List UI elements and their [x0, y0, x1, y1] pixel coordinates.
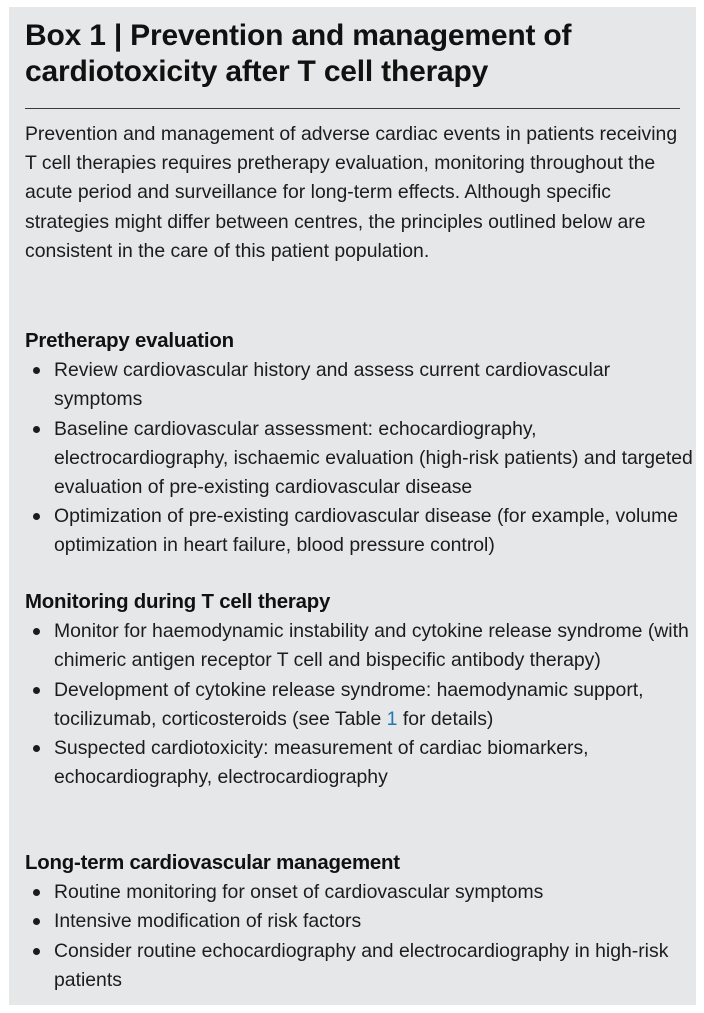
section-heading: Long-term cardiovascular management: [25, 852, 400, 874]
list-item-text: Review cardiovascular history and assess current cardiovascular symptoms: [54, 359, 611, 411]
list-item-text: Consider routine echocardiography and electrocardiography in high-risk patients: [54, 939, 669, 991]
table-reference-link[interactable]: 1: [386, 707, 398, 730]
bullet-list: [25, 356, 693, 560]
bullet-icon: [33, 628, 40, 635]
list-item: [25, 907, 693, 936]
bullet-icon: [33, 426, 40, 433]
list-item-text: for details): [397, 707, 494, 730]
list-item: [25, 676, 693, 734]
list-item: [25, 734, 693, 792]
section-heading: Monitoring during T cell therapy: [25, 591, 331, 613]
bullet-icon: [33, 889, 40, 896]
bullet-icon: [33, 367, 40, 374]
bullet-icon: [33, 745, 40, 752]
list-item: [25, 878, 693, 907]
bullet-list: [25, 878, 693, 995]
list-item: [25, 356, 693, 414]
box-panel: [9, 7, 696, 1005]
list-item-text: Baseline cardiovascular assessment: echocardiography, electrocardiography, ischaemic evaluation (high-risk patients) and targeted evaluation of pre-existing cardiovascular disease: [54, 417, 693, 499]
list-item-text: Monitor for haemodynamic instability and cytokine release syndrome (with chimeric antigen receptor T cell and bispecific antibody therapy): [54, 620, 689, 672]
section-monitoring-during-therapy: [25, 588, 693, 792]
list-item: [25, 502, 693, 560]
title-divider: [25, 108, 680, 109]
bullet-icon: [33, 513, 40, 520]
bullet-icon: [33, 918, 40, 925]
list-item-text: Intensive modification of risk factors: [54, 910, 362, 933]
list-item-text: Development of cytokine release syndrome: haemodynamic support, tocilizumab, corticosteroids (see Table: [54, 678, 644, 730]
list-item-text: Optimization of pre-existing cardiovascular disease (for example, volume optimization in heart failure, blood pressure control): [54, 505, 679, 557]
list-item-text: Routine monitoring for onset of cardiovascular symptoms: [54, 881, 544, 904]
section-heading: Pretherapy evaluation: [25, 330, 234, 352]
list-item: [25, 937, 693, 995]
section-pretherapy-evaluation: [25, 327, 693, 561]
list-item-text: Suspected cardiotoxicity: measurement of cardiac biomarkers, echocardiography, electrocardiography: [54, 737, 589, 789]
intro-paragraph: Prevention and management of adverse cardiac events in patients receiving T cell therapies requires pretherapy evaluation, monitoring throughout the acute period and surveillance for long-term effects. Although specific strategies might differ between centres, the principles outlined below are consistent in the care of this patient population.: [25, 123, 678, 262]
bullet-list: [25, 617, 693, 792]
list-item: [25, 415, 693, 503]
list-item: [25, 617, 693, 675]
bullet-icon: [33, 948, 40, 955]
bullet-icon: [33, 687, 40, 694]
section-long-term-management: [25, 849, 693, 995]
box-title: Box 1 | Prevention and management of cardiotoxicity after T cell therapy: [25, 19, 572, 88]
